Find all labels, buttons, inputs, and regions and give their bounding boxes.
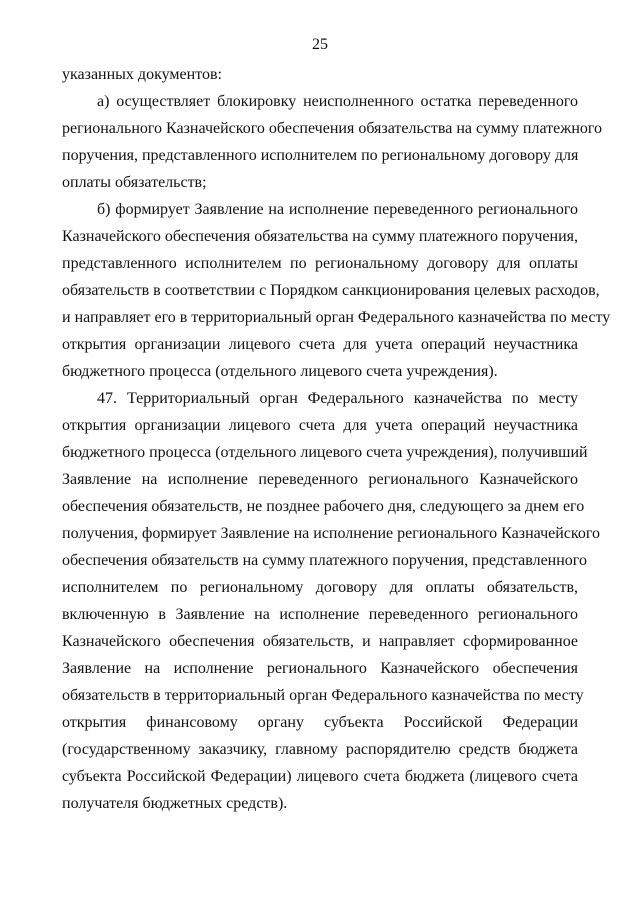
text-line: а) осуществляет блокировку неисполненного остатка переведенного bbox=[97, 93, 578, 110]
text-line: бюджетного процесса (отдельного лицевого счета учреждения), получивший bbox=[62, 444, 588, 461]
text-line: Казначейского обеспечения обязательств, и направляет сформированное bbox=[62, 633, 578, 650]
text-line: открытия организации лицевого счета для учета операций неучастника bbox=[62, 417, 578, 434]
page-number: 25 bbox=[312, 36, 328, 53]
text-line: включенную в Заявление на исполнение переведенного регионального bbox=[62, 606, 578, 623]
text-line: открытия финансовому органу субъекта Российской Федерации bbox=[62, 714, 578, 731]
text-line: и направляет его в территориальный орган Федерального казначейства по месту bbox=[62, 309, 611, 326]
text-line: оплаты обязательств; bbox=[62, 174, 207, 191]
text-line: поручения, представленного исполнителем по региональному договору для bbox=[62, 147, 579, 164]
text-line: обязательств в соответствии с Порядком санкционирования целевых расходов, bbox=[62, 282, 600, 299]
text-line: Заявление на исполнение регионального Казначейского обеспечения bbox=[62, 660, 578, 677]
text-line: обеспечения обязательств на сумму платежного поручения, представленного bbox=[62, 552, 587, 569]
text-line: указанных документов: bbox=[62, 66, 222, 83]
text-line: исполнителем по региональному договору для оплаты обязательств, bbox=[62, 579, 578, 596]
text-line: бюджетного процесса (отдельного лицевого счета учреждения). bbox=[62, 363, 498, 380]
text-line: обязательств в территориальный орган Федерального казначейства по месту bbox=[62, 687, 584, 704]
text-line: обеспечения обязательств, не позднее рабочего дня, следующего за днем его bbox=[62, 498, 585, 515]
text-line: Казначейского обеспечения обязательства на сумму платежного поручения, bbox=[62, 228, 578, 245]
text-line: Заявление на исполнение переведенного регионального Казначейского bbox=[62, 471, 578, 488]
text-line: субъекта Российской Федерации) лицевого счета бюджета (лицевого счета bbox=[62, 768, 578, 785]
text-line: открытия организации лицевого счета для учета операций неучастника bbox=[62, 336, 578, 353]
text-line: регионального Казначейского обеспечения обязательства на сумму платежного bbox=[62, 120, 603, 137]
text-line: (государственному заказчику, главному распорядителю средств бюджета bbox=[62, 741, 578, 758]
text-line: б) формирует Заявление на исполнение переведенного регионального bbox=[97, 201, 578, 218]
text-line: получателя бюджетных средств). bbox=[62, 795, 288, 812]
text-line: представленного исполнителем по региональному договору для оплаты bbox=[62, 255, 578, 272]
text-line: 47. Территориальный орган Федерального казначейства по месту bbox=[97, 390, 578, 407]
text-line: получения, формирует Заявление на исполнение регионального Казначейского bbox=[62, 525, 601, 542]
